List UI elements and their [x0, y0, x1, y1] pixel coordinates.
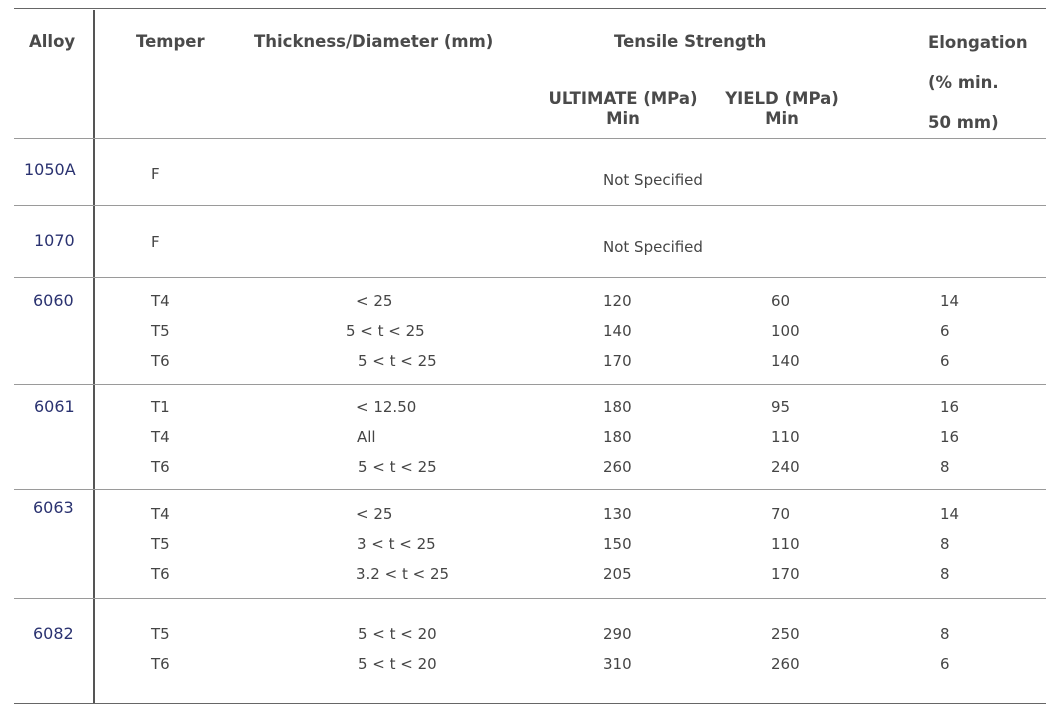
ultimate: 150 [603, 535, 632, 553]
header-thickness: Thickness/Diameter (mm) [254, 32, 494, 51]
yield: 100 [771, 322, 800, 340]
elongation: 8 [940, 565, 950, 583]
temper: T1 [151, 398, 170, 416]
ultimate: 180 [603, 398, 632, 416]
table-bottom-rule [14, 703, 1046, 704]
header-elongation-gauge: 50 mm) [928, 113, 999, 132]
yield: 110 [771, 428, 800, 446]
yield: 70 [771, 505, 791, 523]
header-rule [14, 138, 1046, 139]
yield: 110 [771, 535, 800, 553]
group-rule [14, 489, 1046, 490]
temper: T4 [151, 292, 170, 310]
not-specified-1070: Not Specified [603, 238, 703, 256]
elongation: 8 [940, 458, 950, 476]
thickness: 5 < t < 20 [358, 625, 437, 643]
thickness: 3.2 < t < 25 [356, 565, 450, 583]
table-top-rule [14, 8, 1046, 9]
thickness: 5 < t < 25 [358, 352, 437, 370]
group-rule [14, 598, 1046, 599]
temper-1070-f: F [151, 233, 160, 251]
header-yield-min: Min [765, 109, 799, 128]
temper: T5 [151, 625, 170, 643]
temper-1050a-f: F [151, 165, 160, 183]
thickness: 5 < t < 20 [358, 655, 437, 673]
header-ultimate [538, 89, 708, 129]
ultimate: 170 [603, 352, 632, 370]
header-ultimate-min: Min [606, 109, 640, 128]
thickness: All [357, 428, 376, 446]
header-yield [712, 89, 852, 129]
elongation: 6 [940, 352, 950, 370]
yield: 170 [771, 565, 800, 583]
thickness: 5 < t < 25 [358, 458, 437, 476]
ultimate: 140 [603, 322, 632, 340]
header-yield-label: YIELD (MPa) [725, 89, 839, 108]
not-specified-1050a: Not Specified [603, 171, 703, 189]
group-rule [14, 205, 1046, 206]
elongation: 8 [940, 625, 950, 643]
yield: 260 [771, 655, 800, 673]
alloy-6063: 6063 [33, 498, 74, 517]
alloy-column-divider [93, 10, 95, 704]
temper: T5 [151, 535, 170, 553]
elongation: 14 [940, 292, 960, 310]
ultimate: 310 [603, 655, 632, 673]
ultimate: 130 [603, 505, 632, 523]
yield: 60 [771, 292, 791, 310]
header-alloy: Alloy [29, 32, 76, 51]
header-elongation-unit: (% min. [928, 73, 999, 92]
temper: T6 [151, 352, 170, 370]
yield: 250 [771, 625, 800, 643]
temper: T4 [151, 428, 170, 446]
alloy-6060: 6060 [33, 291, 74, 310]
ultimate: 260 [603, 458, 632, 476]
elongation: 16 [940, 398, 960, 416]
header-elongation: Elongation [928, 33, 1028, 52]
group-rule [14, 277, 1046, 278]
ultimate: 180 [603, 428, 632, 446]
elongation: 6 [940, 655, 950, 673]
yield: 140 [771, 352, 800, 370]
yield: 240 [771, 458, 800, 476]
thickness: < 25 [356, 292, 393, 310]
elongation: 6 [940, 322, 950, 340]
temper: T5 [151, 322, 170, 340]
header-temper: Temper [136, 32, 205, 51]
ultimate: 290 [603, 625, 632, 643]
alloy-1070: 1070 [34, 231, 75, 250]
header-tensile-strength: Tensile Strength [614, 32, 767, 51]
thickness: 5 < t < 25 [346, 322, 425, 340]
temper: T4 [151, 505, 170, 523]
thickness: < 12.50 [356, 398, 417, 416]
temper: T6 [151, 458, 170, 476]
elongation: 8 [940, 535, 950, 553]
ultimate: 205 [603, 565, 632, 583]
ultimate: 120 [603, 292, 632, 310]
alloy-6061: 6061 [34, 397, 75, 416]
thickness: 3 < t < 25 [357, 535, 436, 553]
header-ultimate-label: ULTIMATE (MPa) [548, 89, 698, 108]
elongation: 16 [940, 428, 960, 446]
temper: T6 [151, 655, 170, 673]
alloy-1050a: 1050A [24, 160, 76, 179]
elongation: 14 [940, 505, 960, 523]
temper: T6 [151, 565, 170, 583]
group-rule [14, 384, 1046, 385]
alloy-6082: 6082 [33, 624, 74, 643]
yield: 95 [771, 398, 791, 416]
thickness: < 25 [356, 505, 393, 523]
